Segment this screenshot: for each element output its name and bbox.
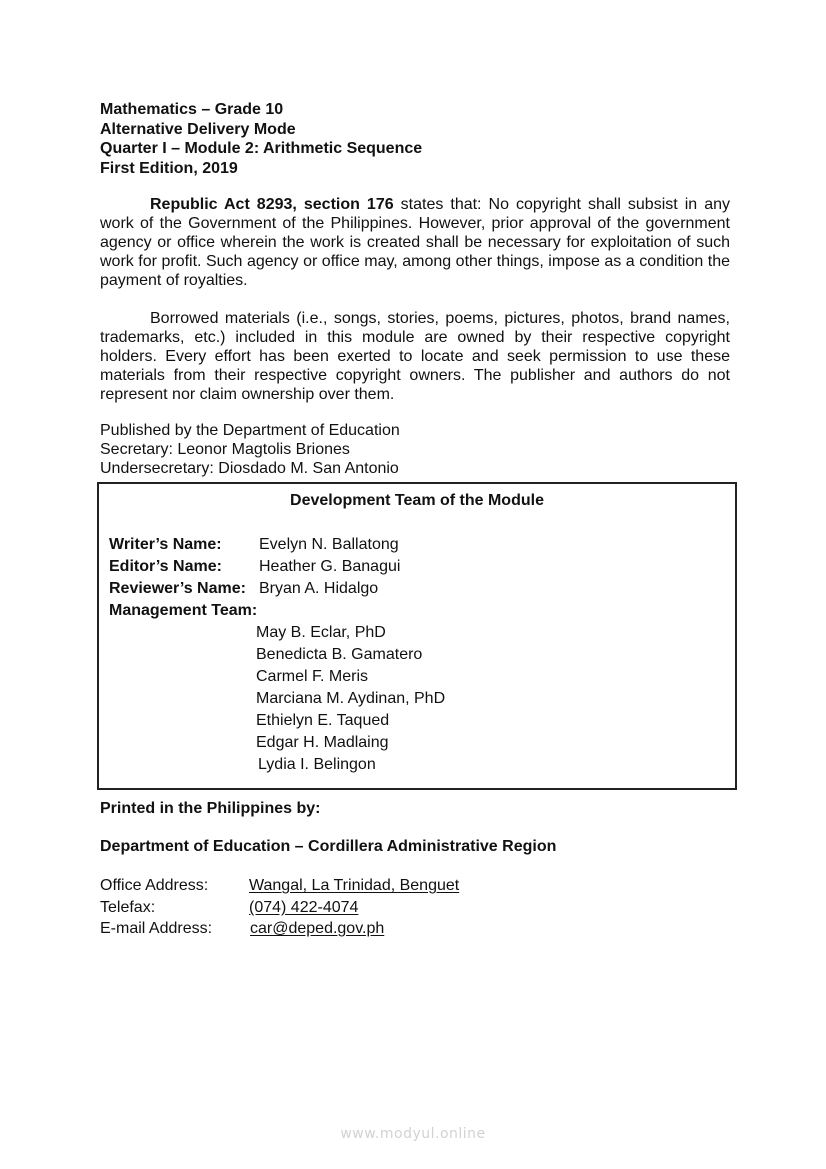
management-member: Marciana M. Aydinan, PhD bbox=[256, 690, 446, 707]
office-address-value[interactable]: Wangal, La Trinidad, Benguet bbox=[249, 877, 460, 894]
copyright-law-reference: Republic Act 8293, section 176 bbox=[150, 196, 394, 213]
management-member: Ethielyn E. Taqued bbox=[256, 712, 390, 729]
email-row bbox=[100, 920, 385, 938]
email-link[interactable]: car@deped.gov.ph bbox=[250, 920, 385, 937]
telefax-label: Telefax: bbox=[100, 899, 156, 916]
module-header bbox=[100, 100, 422, 178]
copyright-text: states that: No copyright shall subsist in any work of the Government of the Philippines. However, prior approval of the government agency or office wherein the work is created shall be necessary for exploitation of such work for profit. Such agency or office may, among other things, impose as a condition the payment of royalties. bbox=[100, 196, 731, 289]
management-member: Edgar H. Madlaing bbox=[256, 734, 389, 751]
reviewer-row bbox=[109, 580, 379, 598]
email-label: E-mail Address: bbox=[100, 920, 213, 937]
subject-grade: Mathematics – Grade 10 bbox=[100, 101, 284, 118]
management-label: Management Team: bbox=[109, 602, 258, 619]
borrowed-materials-notice bbox=[100, 309, 730, 404]
writer-row bbox=[109, 536, 399, 554]
borrowed-materials-text: Borrowed materials (i.e., songs, stories, poems, pictures, photos, brand names, trademarks, etc.) included in this module are owned by their respective copyright holders. Every effort has been exerted to locate and seek permission to use these materials from their respective copyright owners. The publisher and authors do not represent nor claim ownership over them. bbox=[100, 310, 730, 403]
published-by: Published by the Department of Education bbox=[100, 422, 400, 439]
quarter-module: Quarter I – Module 2: Arithmetic Sequence bbox=[100, 140, 423, 157]
writer-label: Writer’s Name: bbox=[109, 536, 222, 553]
publisher-info bbox=[100, 421, 400, 478]
editor-row bbox=[109, 558, 401, 576]
telefax-row bbox=[100, 899, 359, 917]
printed-by-heading: Printed in the Philippines by: bbox=[100, 800, 321, 817]
editor-name: Heather G. Banagui bbox=[259, 558, 401, 575]
management-member: May B. Eclar, PhD bbox=[256, 624, 386, 641]
management-row bbox=[109, 602, 257, 620]
development-team-box bbox=[97, 482, 737, 790]
management-member: Carmel F. Meris bbox=[256, 668, 369, 685]
telefax-value[interactable]: (074) 422-4074 bbox=[249, 899, 359, 916]
office-address-row bbox=[100, 877, 460, 895]
printing-department: Department of Education – Cordillera Administrative Region bbox=[100, 838, 557, 855]
development-team-title: Development Team of the Module bbox=[290, 492, 544, 509]
copyright-notice bbox=[100, 195, 730, 290]
editor-label: Editor’s Name: bbox=[109, 558, 222, 575]
management-member: Benedicta B. Gamatero bbox=[256, 646, 423, 663]
reviewer-label: Reviewer’s Name: bbox=[109, 580, 246, 597]
edition: First Edition, 2019 bbox=[100, 159, 238, 177]
reviewer-name: Bryan A. Hidalgo bbox=[259, 580, 379, 597]
office-address-label: Office Address: bbox=[100, 877, 209, 894]
undersecretary: Undersecretary: Diosdado M. San Antonio bbox=[100, 460, 399, 477]
writer-name: Evelyn N. Ballatong bbox=[259, 536, 399, 553]
delivery-mode: Alternative Delivery Mode bbox=[100, 120, 296, 138]
management-member: Lydia I. Belingon bbox=[258, 756, 376, 773]
secretary: Secretary: Leonor Magtolis Briones bbox=[100, 441, 350, 458]
watermark: www.modyul.online bbox=[340, 1126, 486, 1142]
